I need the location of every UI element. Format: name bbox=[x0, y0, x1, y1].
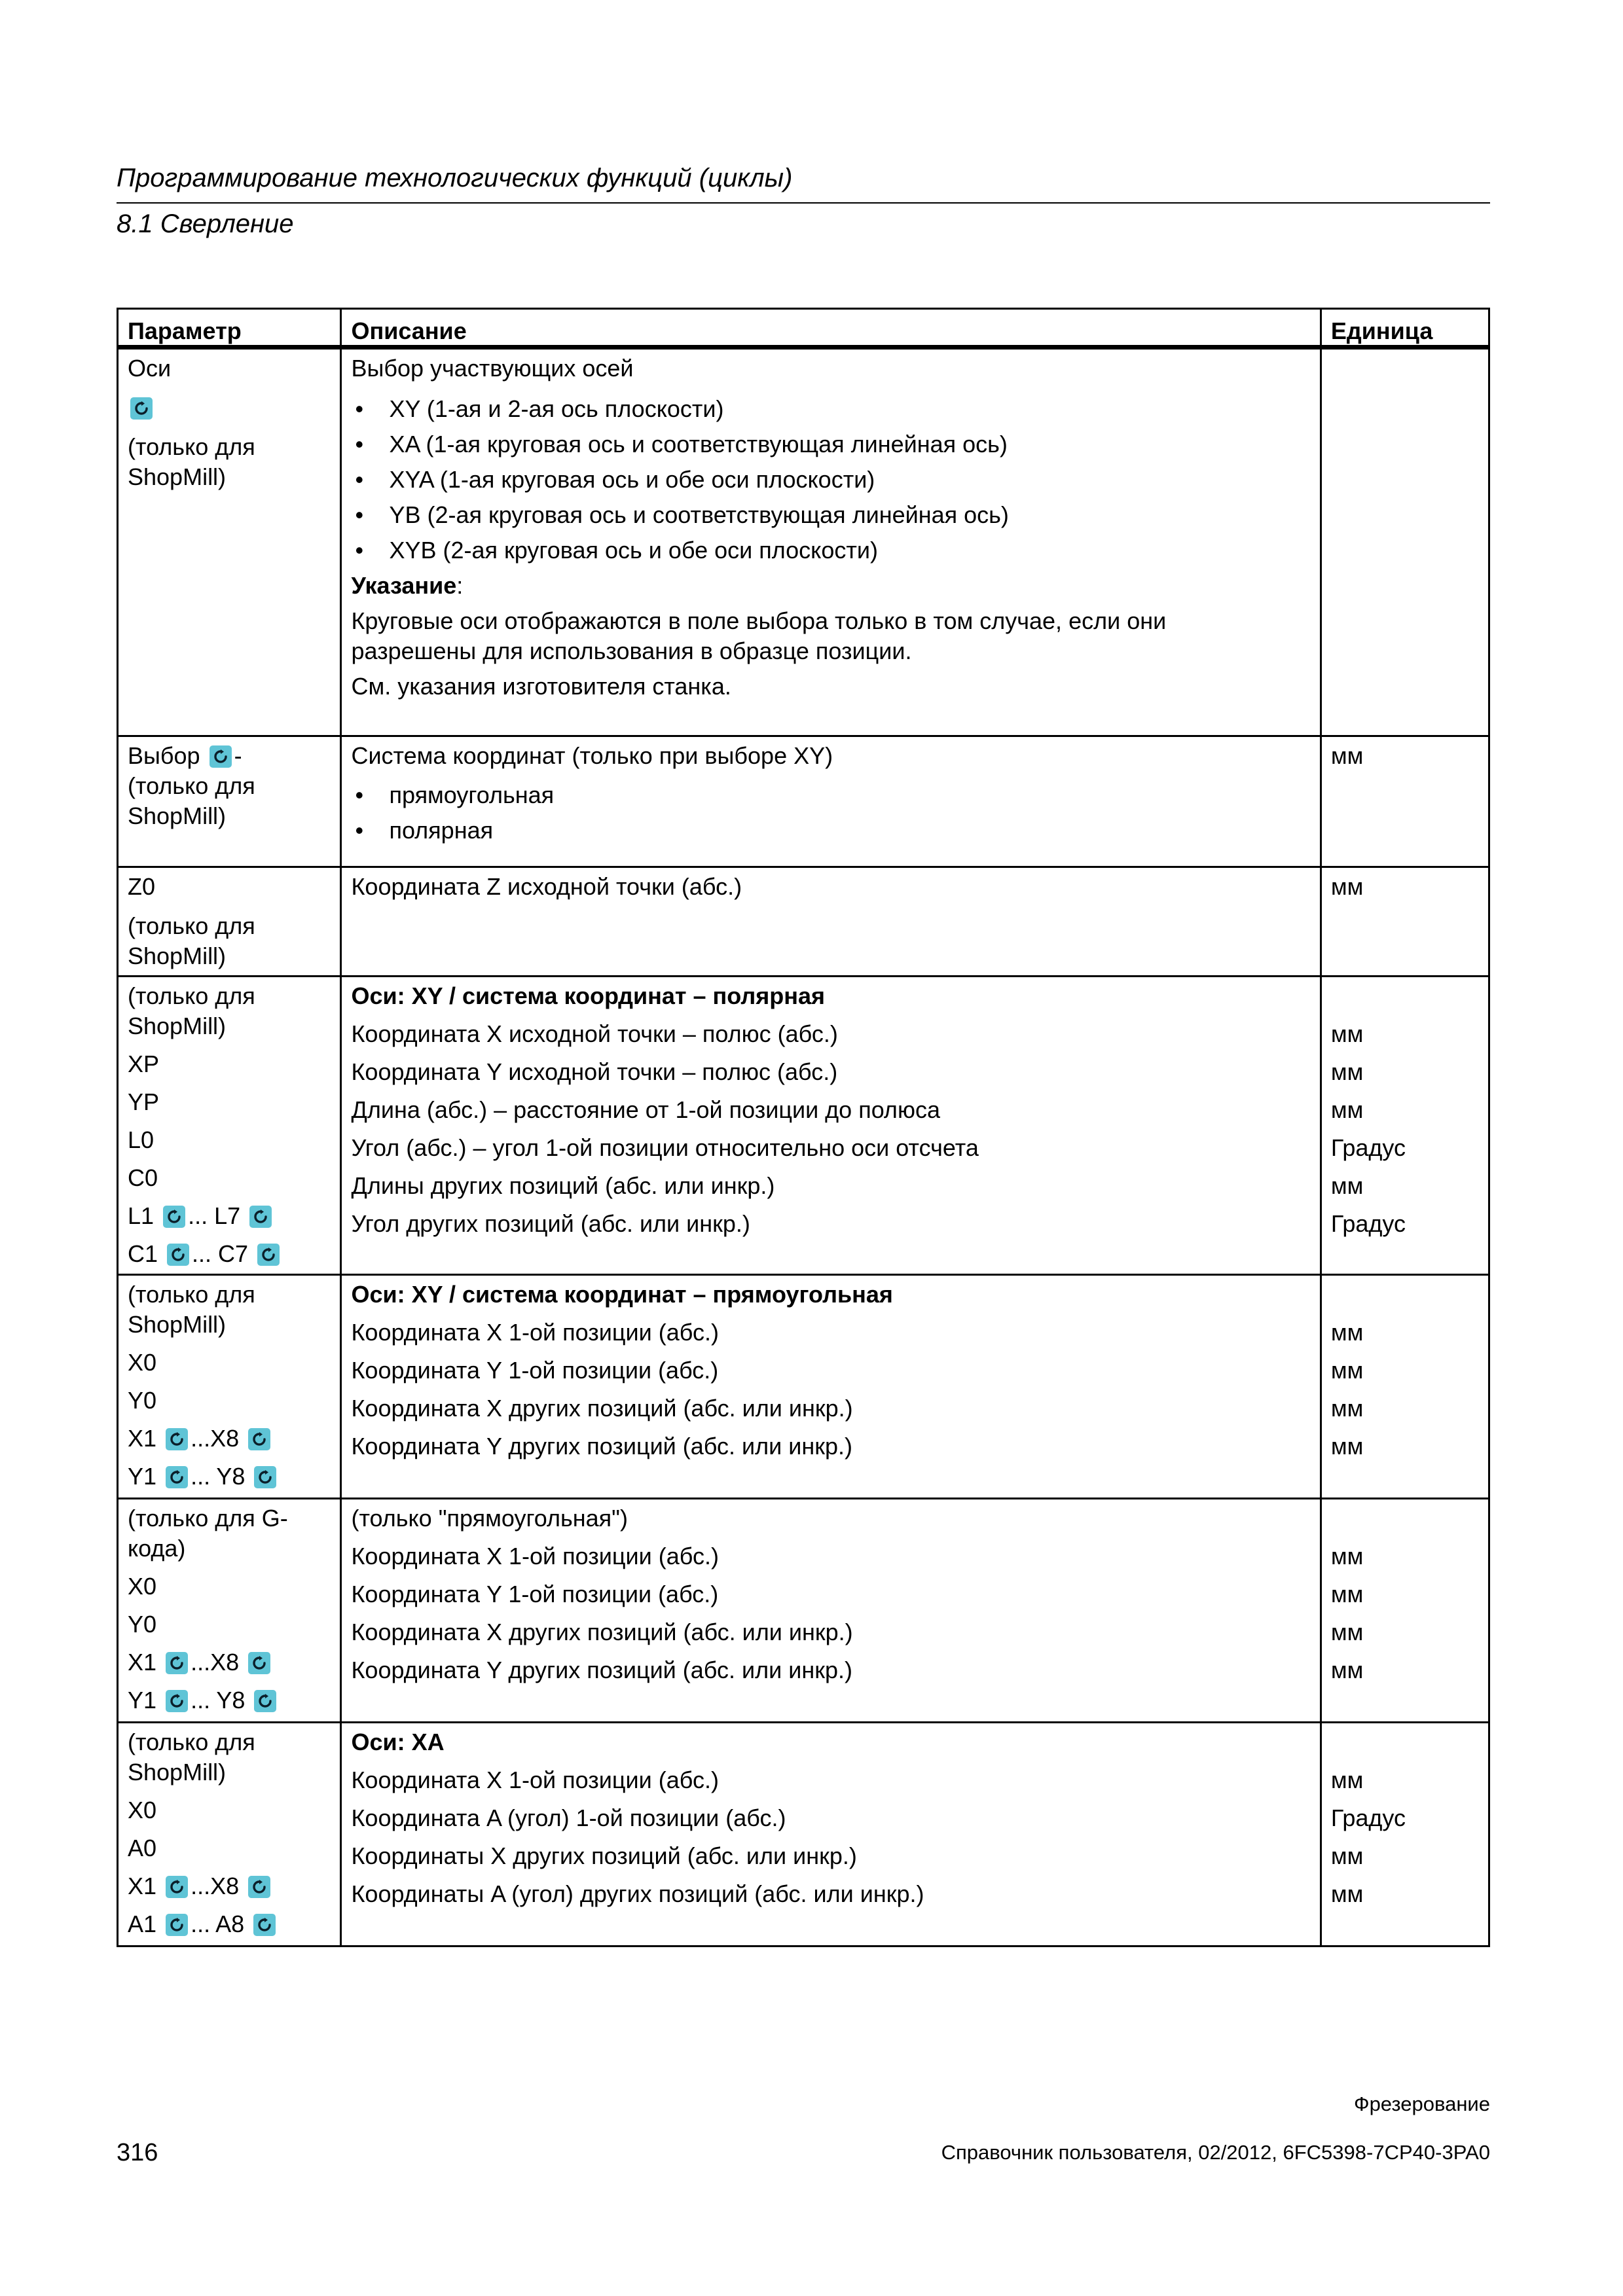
description-line: Угол других позиций (абс. или инкр.) bbox=[351, 1210, 750, 1237]
bullet-item: • XYB (2-ая круговая ось и обе оси плоскости) bbox=[351, 535, 1310, 565]
toggle-icon bbox=[130, 397, 153, 420]
toggle-icon bbox=[166, 1876, 188, 1898]
param-name: X1 bbox=[128, 1873, 157, 1899]
description-cell bbox=[341, 867, 1321, 977]
description-line: Координата Y других позиций (абс. или инкр.) bbox=[351, 1433, 852, 1460]
param-dash: - bbox=[234, 742, 242, 769]
page-number: 316 bbox=[117, 2139, 158, 2166]
param-note-line: ShopMill) bbox=[128, 942, 227, 969]
param-name: Y1 bbox=[128, 1687, 157, 1713]
unit-value: мм bbox=[1330, 1357, 1364, 1384]
param-note-line: ShopMill) bbox=[128, 463, 227, 490]
description-line: Координата Y 1-ой позиции (абс.) bbox=[351, 1357, 719, 1384]
unit-value: Градус bbox=[1330, 1134, 1406, 1161]
param-name: X0 bbox=[128, 1349, 157, 1376]
param-range: ... L7 bbox=[188, 1202, 241, 1229]
column-header-unit: Единица bbox=[1321, 309, 1489, 348]
param-note-line: ShopMill) bbox=[128, 1013, 227, 1039]
table-row-axes bbox=[118, 348, 1489, 736]
toggle-icon bbox=[166, 1914, 188, 1936]
toggle-icon bbox=[254, 1690, 276, 1712]
description-line: Координаты A (угол) других позиций (абс. или инкр.) bbox=[351, 1880, 924, 1907]
description-line: Координата X 1-ой позиции (абс.) bbox=[351, 1543, 719, 1570]
unit-value: мм bbox=[1330, 1096, 1364, 1123]
param-note-line: (только для bbox=[128, 1729, 255, 1755]
note-text-line: Круговые оси отображаются в поле выбора только в том случае, если они bbox=[351, 607, 1167, 634]
param-note-line: (только для G- bbox=[128, 1505, 288, 1532]
bullet-item: • XY (1-ая и 2-ая ось плоскости) bbox=[351, 394, 1310, 424]
param-cell bbox=[118, 1275, 341, 1499]
unit-cell bbox=[1321, 1275, 1489, 1499]
bullet-item: • YB (2-ая круговая ось и соответствующая линейная ось) bbox=[351, 500, 1310, 530]
unit-value: мм bbox=[1330, 873, 1364, 900]
toggle-icon bbox=[163, 1206, 185, 1228]
param-name: Z0 bbox=[128, 873, 156, 900]
column-header-parameter: Параметр bbox=[118, 309, 341, 348]
unit-value: мм bbox=[1330, 1581, 1364, 1607]
toggle-icon bbox=[249, 1206, 272, 1228]
description-line: Координата X 1-ой позиции (абс.) bbox=[351, 1767, 719, 1793]
param-cell bbox=[118, 736, 341, 867]
description-line: Координата A (угол) 1-ой позиции (абс.) bbox=[351, 1804, 786, 1831]
param-name: C0 bbox=[128, 1164, 158, 1191]
description-cell bbox=[341, 1723, 1321, 1946]
param-note-line: (только для bbox=[128, 982, 255, 1009]
toggle-icon bbox=[248, 1428, 270, 1450]
footer-manual: Справочник пользователя, 02/2012, 6FC5398-7CP40-3PA0 bbox=[941, 2141, 1490, 2164]
section-heading: Оси: XA bbox=[351, 1729, 445, 1755]
param-name: X1 bbox=[128, 1425, 157, 1452]
toggle-icon bbox=[166, 1652, 188, 1674]
param-note-line: (только для bbox=[128, 772, 255, 799]
param-note-line: ShopMill) bbox=[128, 1759, 227, 1785]
table-row-coordinate-system bbox=[118, 736, 1489, 867]
toggle-icon bbox=[166, 1466, 188, 1488]
table-header-row bbox=[118, 309, 1489, 348]
unit-cell bbox=[1321, 736, 1489, 867]
param-note-line: ShopMill) bbox=[128, 802, 227, 829]
bullet-item: • прямоугольная bbox=[351, 780, 1310, 810]
param-name: Y1 bbox=[128, 1463, 157, 1490]
table-row-axes-xa bbox=[118, 1723, 1489, 1946]
description-line: Угол (абс.) – угол 1-ой позиции относительно оси отсчета bbox=[351, 1134, 979, 1161]
footer-chapter: Фрезерование bbox=[1354, 2092, 1490, 2115]
toggle-icon bbox=[253, 1914, 276, 1936]
param-name: X1 bbox=[128, 1649, 157, 1676]
toggle-icon bbox=[254, 1466, 276, 1488]
description-line: Координаты X других позиций (абс. или инкр.) bbox=[351, 1842, 857, 1869]
section-heading: Оси: XY / система координат – прямоугольная bbox=[351, 1281, 893, 1308]
unit-value: мм bbox=[1330, 742, 1364, 769]
table-row-rectangular-shopmill bbox=[118, 1275, 1489, 1499]
param-range: ...X8 bbox=[191, 1425, 240, 1452]
unit-value: мм bbox=[1330, 1619, 1364, 1645]
description-line: Координата X 1-ой позиции (абс.) bbox=[351, 1319, 719, 1346]
header-divider bbox=[117, 202, 1490, 204]
unit-value: мм bbox=[1330, 1543, 1364, 1570]
description-line: Координата Y других позиций (абс. или инкр.) bbox=[351, 1657, 852, 1683]
param-name: C1 bbox=[128, 1240, 158, 1267]
toggle-icon bbox=[248, 1652, 270, 1674]
bullet-item: • XA (1-ая круговая ось и соответствующая линейная ось) bbox=[351, 429, 1310, 459]
description-line: Координата X других позиций (абс. или инкр.) bbox=[351, 1395, 853, 1422]
param-name: Оси bbox=[128, 355, 172, 382]
toggle-icon bbox=[210, 745, 232, 768]
unit-value: мм bbox=[1330, 1433, 1364, 1460]
param-name: A1 bbox=[128, 1910, 157, 1937]
param-range: ... C7 bbox=[192, 1240, 249, 1267]
param-name: X0 bbox=[128, 1797, 157, 1823]
toggle-icon bbox=[248, 1876, 270, 1898]
param-name: Выбор bbox=[128, 742, 200, 769]
unit-cell bbox=[1321, 1723, 1489, 1946]
bullet-item: • XYA (1-ая круговая ось и обе оси плоскости) bbox=[351, 465, 1310, 495]
description-line: Координата Y исходной точки – полюс (абс.) bbox=[351, 1058, 838, 1085]
param-cell bbox=[118, 867, 341, 977]
param-cell bbox=[118, 977, 341, 1275]
description-title: Система координат (только при выборе XY) bbox=[351, 742, 833, 769]
running-header-section: 8.1 Сверление bbox=[117, 209, 294, 238]
toggle-icon bbox=[166, 1690, 188, 1712]
description-title: Координата Z исходной точки (абс.) bbox=[351, 873, 742, 900]
param-range: ...X8 bbox=[191, 1649, 240, 1676]
bullet-item: • полярная bbox=[351, 816, 1310, 846]
section-heading: (только "прямоугольная") bbox=[351, 1505, 628, 1532]
unit-value: мм bbox=[1330, 1020, 1364, 1047]
toggle-icon bbox=[167, 1244, 189, 1266]
section-heading: Оси: XY / система координат – полярная bbox=[351, 982, 826, 1009]
note-text-line: разрешены для использования в образце позиции. bbox=[351, 637, 912, 664]
unit-cell bbox=[1321, 867, 1489, 977]
unit-value: Градус bbox=[1330, 1210, 1406, 1237]
param-note-line: (только для bbox=[128, 1281, 255, 1308]
param-name: Y0 bbox=[128, 1611, 157, 1638]
param-note-line: кода) bbox=[128, 1535, 186, 1562]
description-line: Координата X исходной точки – полюс (абс.) bbox=[351, 1020, 838, 1047]
note-label: Указание bbox=[351, 572, 457, 599]
description-line: Длины других позиций (абс. или инкр.) bbox=[351, 1172, 775, 1199]
param-name: Y0 bbox=[128, 1387, 157, 1414]
param-note-line: (только для bbox=[128, 433, 255, 460]
param-name: L0 bbox=[128, 1126, 155, 1153]
parameter-table bbox=[117, 308, 1490, 1947]
toggle-icon bbox=[257, 1244, 280, 1266]
unit-cell bbox=[1321, 977, 1489, 1275]
param-range: ... A8 bbox=[191, 1910, 245, 1937]
unit-value: мм bbox=[1330, 1395, 1364, 1422]
unit-value: мм bbox=[1330, 1319, 1364, 1346]
param-name: A0 bbox=[128, 1835, 157, 1861]
description-cell bbox=[341, 1275, 1321, 1499]
unit-value: мм bbox=[1330, 1657, 1364, 1683]
param-name: XP bbox=[128, 1050, 160, 1077]
param-range: ... Y8 bbox=[191, 1463, 246, 1490]
description-line: Длина (абс.) – расстояние от 1-ой позиции до полюса bbox=[351, 1096, 940, 1123]
description-line: Координата X других позиций (абс. или инкр.) bbox=[351, 1619, 853, 1645]
param-cell bbox=[118, 348, 341, 736]
column-header-description: Описание bbox=[341, 309, 1321, 348]
param-cell bbox=[118, 1499, 341, 1723]
description-cell bbox=[341, 977, 1321, 1275]
description-cell: Выбор участвующих осей • XY (1-ая и 2-ая ось плоскости) • XA (1-ая круговая ось и соответствующая линейная ось) • XYA (1-ая круговая ось и обе оси плоскости) • YB (2-ая круговая ось и соответствующая линейная ось) • XYB (2-ая круговая ось и обе оси плоскости) Указание: Круговые оси отображаются в поле выбора только в том случае, если они разрешены для использования в образце позиции. См. указания изготовителя станка. bbox=[341, 348, 1321, 736]
table-row-polar bbox=[118, 977, 1489, 1275]
param-note-line: (только для bbox=[128, 912, 255, 939]
table-row-rectangular-gcode bbox=[118, 1499, 1489, 1723]
param-note-line: ShopMill) bbox=[128, 1311, 227, 1338]
unit-value: мм bbox=[1330, 1172, 1364, 1199]
description-cell bbox=[341, 736, 1321, 867]
param-name: YP bbox=[128, 1088, 160, 1115]
param-range: ...X8 bbox=[191, 1873, 240, 1899]
unit-value: мм bbox=[1330, 1058, 1364, 1085]
param-range: ... Y8 bbox=[191, 1687, 246, 1713]
note-reference: См. указания изготовителя станка. bbox=[351, 673, 731, 700]
param-cell bbox=[118, 1723, 341, 1946]
description-line: Координата Y 1-ой позиции (абс.) bbox=[351, 1581, 719, 1607]
param-name: L1 bbox=[128, 1202, 155, 1229]
running-header-title: Программирование технологических функций (циклы) bbox=[117, 164, 793, 192]
unit-value: мм bbox=[1330, 1880, 1364, 1907]
unit-value: Градус bbox=[1330, 1804, 1406, 1831]
unit-value: мм bbox=[1330, 1842, 1364, 1869]
toggle-icon bbox=[166, 1428, 188, 1450]
unit-cell bbox=[1321, 1499, 1489, 1723]
description-title: Выбор участвующих осей bbox=[351, 355, 634, 382]
param-name: X0 bbox=[128, 1573, 157, 1600]
table-row-z0 bbox=[118, 867, 1489, 977]
description-cell bbox=[341, 1499, 1321, 1723]
param-toggle bbox=[128, 393, 331, 423]
unit-value: мм bbox=[1330, 1767, 1364, 1793]
unit-cell bbox=[1321, 348, 1489, 736]
